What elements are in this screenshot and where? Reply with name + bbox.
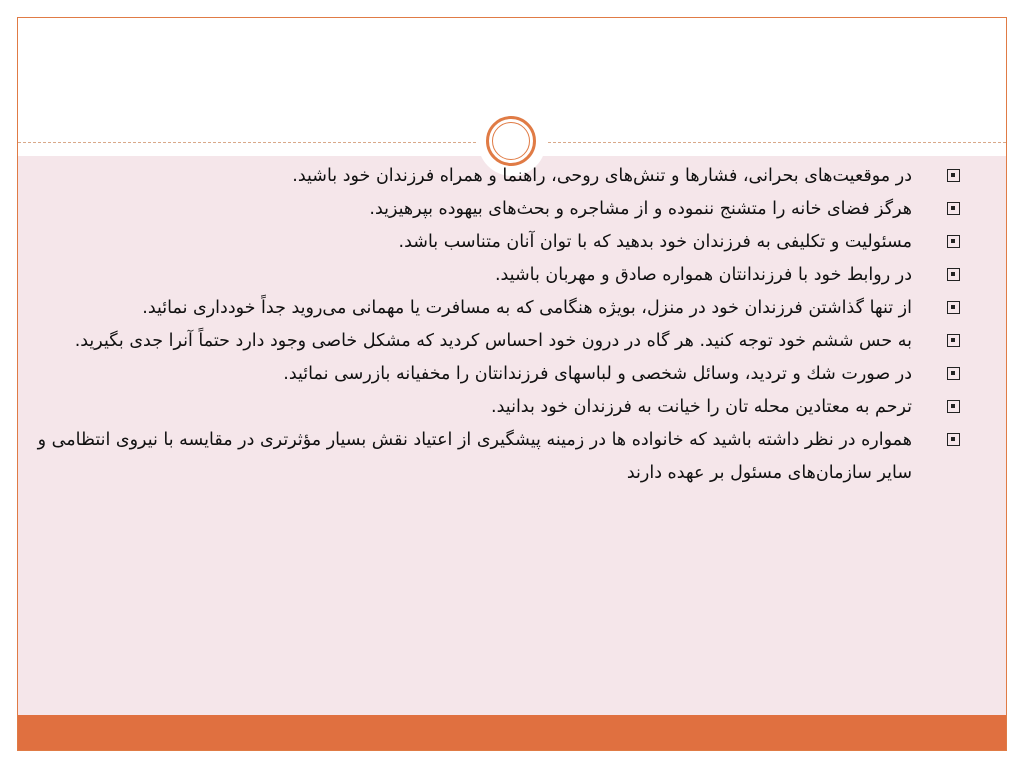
footer-bar <box>18 715 1006 750</box>
bullet-text: در صورت شك و تردید، وسائل شخصی و لباسهای فرزندانتان را مخفیانه بازرسی نمائید. <box>283 364 912 384</box>
bullet-item <box>30 391 960 424</box>
bullet-text: ترحم به معتادین محله تان را خیانت به فرزندان خود بدانید. <box>491 397 912 417</box>
bullet-item <box>30 358 960 391</box>
square-bullet-icon <box>947 268 960 281</box>
bullet-item <box>30 325 960 358</box>
bullet-item <box>30 424 960 490</box>
bullet-item <box>30 226 960 259</box>
bullet-list <box>30 160 960 490</box>
bullet-text: همواره در نظر داشته باشید که خانواده ها در زمینه پیشگیری از اعتیاد نقش بسیار مؤثرتری در مقایسه با نیروی انتظامی و سایر سازمان‌های مسئول بر عهده دارند <box>37 430 912 483</box>
bullet-text: در روابط خود با فرزندانتان همواره صادق و مهربان باشید. <box>494 265 912 285</box>
square-bullet-icon <box>947 334 960 347</box>
bullet-text: در موقعیت‌های بحرانی، فشارها و تنش‌های روحی، راهنما و همراه فرزندان خود باشید. <box>292 166 912 186</box>
bullet-item <box>30 292 960 325</box>
bullet-item <box>30 193 960 226</box>
bullet-item <box>30 160 960 193</box>
bullet-text: از تنها گذاشتن فرزندان خود در منزل، بویژه هنگامی که به مسافرت یا مهمانی می‌روید جداً خودداری نمائید. <box>142 298 912 318</box>
square-bullet-icon <box>947 400 960 413</box>
bullet-item <box>30 259 960 292</box>
bullet-text: مسئولیت و تکلیفی به فرزندان خود بدهید که با توان آنان متناسب باشد. <box>398 232 912 252</box>
decorative-inner-ring <box>492 122 530 160</box>
bullet-text: به حس ششم خود توجه کنید. هر گاه در درون خود احساس کردید که مشکل خاصی وجود دارد حتماً آنرا جدی بگیرید. <box>74 331 912 351</box>
square-bullet-icon <box>947 169 960 182</box>
bullet-text: هرگز فضای خانه را متشنج ننموده و از مشاجره و بحث‌های بیهوده بپرهیزید. <box>369 199 912 219</box>
square-bullet-icon <box>947 367 960 380</box>
square-bullet-icon <box>947 202 960 215</box>
square-bullet-icon <box>947 433 960 446</box>
square-bullet-icon <box>947 235 960 248</box>
square-bullet-icon <box>947 301 960 314</box>
